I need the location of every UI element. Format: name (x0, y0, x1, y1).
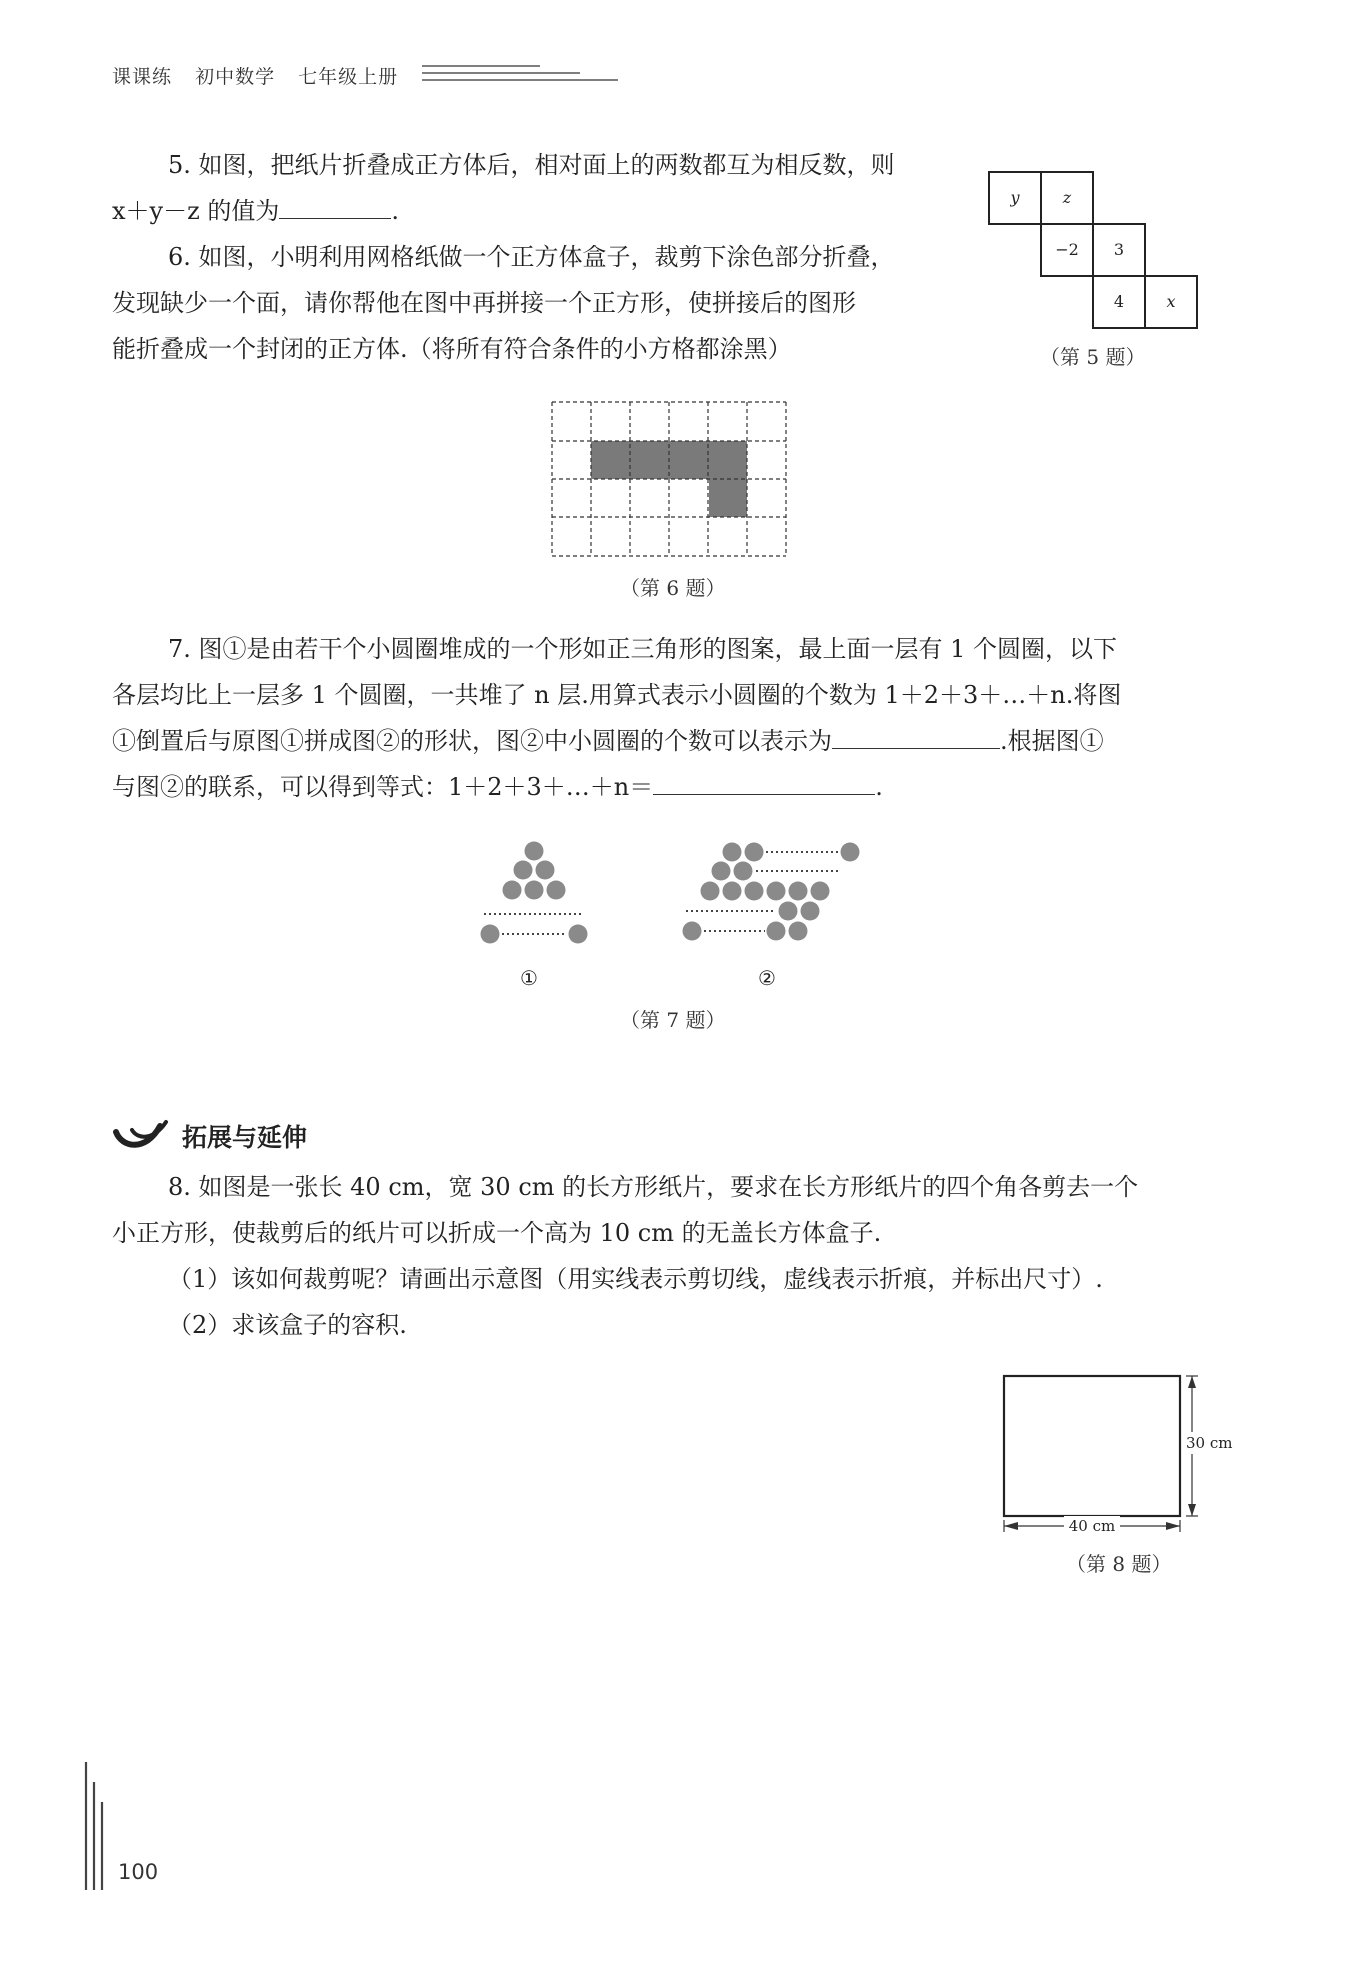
q5-period: . (391, 197, 400, 225)
q7-line3 (112, 718, 1104, 764)
q5-cell-x: x (1166, 292, 1176, 311)
q7-line4-tail: . (875, 773, 883, 801)
q8-paper-rect (1004, 1376, 1180, 1516)
q7-line3-text: ①倒置后与原图①拼成图②的形状，图②中小圆圈的个数可以表示为 (112, 727, 832, 755)
section-title: 拓展与延伸 (182, 1123, 308, 1152)
q7-equation: 与图②的联系，可以得到等式：1＋2＋3＋…＋n＝ (112, 773, 654, 801)
q7-line4 (112, 764, 883, 810)
q8-rectangle-figure (998, 1370, 1238, 1540)
q7-label-2: ② (758, 966, 776, 990)
q6-line2: 发现缺少一个面，请你帮他在图中再拼接一个正方形，使拼接后的图形 (112, 289, 856, 317)
section-heading (112, 1118, 307, 1154)
q5-cell-y: y (1010, 188, 1020, 207)
q7-caption: （第 7 题） (620, 1008, 726, 1032)
q7-answer-blank-1[interactable] (832, 718, 1000, 749)
q6-line1: 6. 如图，小明利用网格纸做一个正方体盒子，裁剪下涂色部分折叠， (168, 243, 895, 271)
header-grade: 七年级上册 (298, 66, 399, 88)
q5-cell-z: z (1062, 188, 1072, 207)
page-margin-bars (82, 1762, 112, 1892)
header-subject: 初中数学 (195, 66, 276, 88)
q5-line2 (112, 188, 399, 234)
q8-caption: （第 8 题） (1066, 1552, 1172, 1576)
q8-line2: 小正方形，使裁剪后的纸片可以折成一个高为 10 cm 的无盖长方体盒子. (112, 1219, 882, 1247)
q5-cell-minus2: −2 (1055, 240, 1079, 259)
page-header (112, 62, 414, 89)
page-number: 100 (118, 1860, 159, 1884)
section-swoosh-icon (112, 1118, 174, 1154)
q7-figure-1-triangle (470, 836, 600, 948)
q5-cell-3: 3 (1113, 240, 1125, 259)
q5-cube-net-figure (985, 170, 1205, 334)
header-series: 课课练 (112, 66, 173, 88)
q6-caption: （第 6 题） (620, 576, 726, 600)
q6-line3: 能折叠成一个封闭的正方体.（将所有符合条件的小方格都涂黑） (112, 335, 792, 363)
q7-label-1: ① (520, 966, 538, 990)
q7-line1: 7. 图①是由若干个小圆圈堆成的一个形如正三角形的图案，最上面一层有 1 个圆圈，以下 (168, 635, 1118, 663)
q6-grid-figure (548, 398, 794, 564)
q5-caption: （第 5 题） (1040, 345, 1146, 369)
q7-line2: 各层均比上一层多 1 个圆圈，一共堆了 n 层.用算式表示小圆圈的个数为 1＋2＋3＋…＋n.将图 (112, 681, 1122, 709)
header-rule-lines (420, 62, 620, 86)
q8-line1: 8. 如图是一张长 40 cm，宽 30 cm 的长方形纸片，要求在长方形纸片的四个角各剪去一个 (168, 1173, 1139, 1201)
q7-answer-blank-2[interactable] (653, 764, 875, 795)
q5-cell-4: 4 (1113, 292, 1125, 311)
q6-shaded-cell (709, 479, 747, 517)
q7-line3-tail: .根据图① (1000, 727, 1104, 755)
q8-width-label: 40 cm (1068, 1517, 1116, 1535)
q8-sub1: （1）该如何裁剪呢？请画出示意图（用实线表示剪切线，虚线表示折痕，并标出尺寸）. (168, 1265, 1103, 1293)
q7-figure-2-parallelogram (672, 836, 872, 948)
q8-sub2: （2）求该盒子的容积. (168, 1311, 407, 1339)
q5-expression: x＋y－z 的值为 (112, 197, 280, 225)
q5-line1: 5. 如图，把纸片折叠成正方体后，相对面上的两数都互为相反数，则 (168, 151, 895, 179)
q8-height-label: 30 cm (1186, 1434, 1233, 1452)
q5-answer-blank[interactable] (279, 188, 391, 219)
